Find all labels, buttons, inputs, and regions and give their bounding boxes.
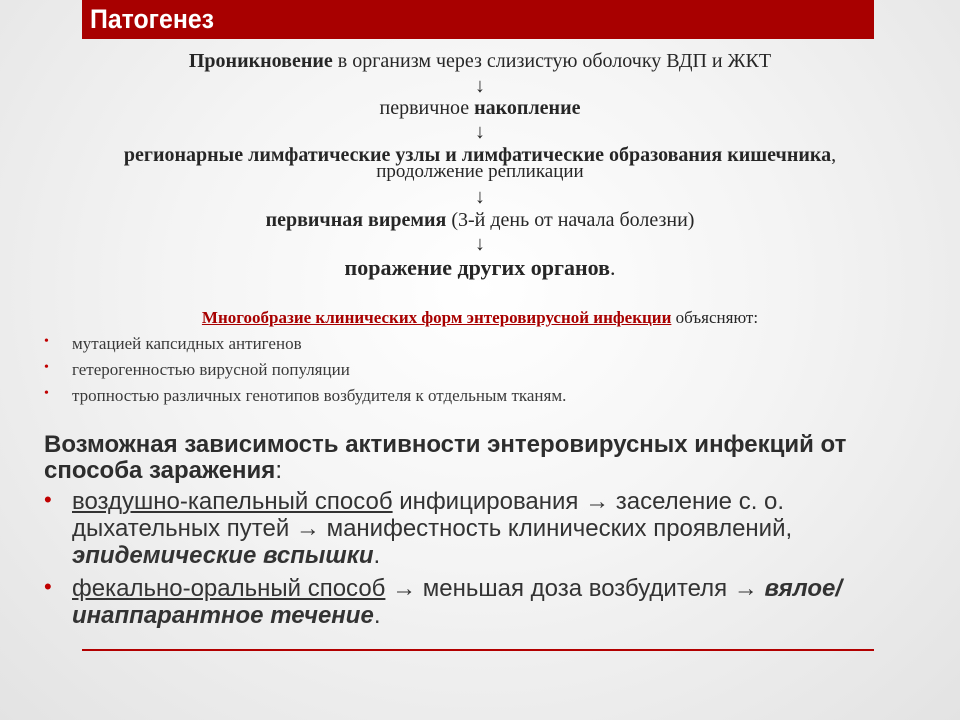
flow-arrow: ↓ [475,75,485,97]
flow-step-replication: продолжение репликации [376,161,584,182]
forms-intro-link: Многообразие клинических форм энтеровирусной инфекции [201,308,672,327]
list-item: • гетерогенностью вирусной популяции [44,360,350,379]
flow-arrow: ↓ [475,233,485,255]
list-item: • тропностью различных генотипов возбудителя к отдельным тканям. [44,386,567,405]
flow-step-lymph-nodes: регионарные лимфатические узлы и лимфатические образования кишечника, [123,144,837,166]
flow-step-accumulation: первичное накопление [379,97,581,119]
forms-intro: Многообразие клинических форм энтеровирусной инфекции объясняют: [201,308,759,327]
list-item: • воздушно-капельный способ инфицирования → заселение с. о. дыхательных путей → манифестность клинических проявлений, эпидемические вспышки. [44,487,793,569]
infection-routes-list [44,488,924,629]
list-item: • мутацией капсидных антигенов [44,334,302,353]
bullet-icon: • [44,334,49,349]
list-item: • фекально-оральный способ → меньшая доза возбудителя → вялое/инаппарантное течение. [44,574,843,629]
flow-step-organ-damage: поражение других органов. [344,255,616,280]
bottom-divider [82,649,874,651]
dependency-heading: Возможная зависимость активности энтеровирусных инфекций от способа заражения: [44,431,847,484]
flow-arrow: ↓ [475,186,485,208]
flow-step-penetration: Проникновение в организм через слизистую оболочку ВДП и ЖКТ [188,50,772,72]
title-bar [82,0,874,39]
bullet-icon: • [44,360,49,375]
bullet-icon: • [44,386,49,401]
bullet-icon: • [44,574,52,599]
flow-arrow: ↓ [475,121,485,143]
bullet-icon: • [44,487,52,512]
flow-step-viremia: первичная виремия (3-й день от начала болезни) [265,209,695,231]
slide-title: Патогенез [90,4,215,34]
reasons-list [44,334,566,412]
